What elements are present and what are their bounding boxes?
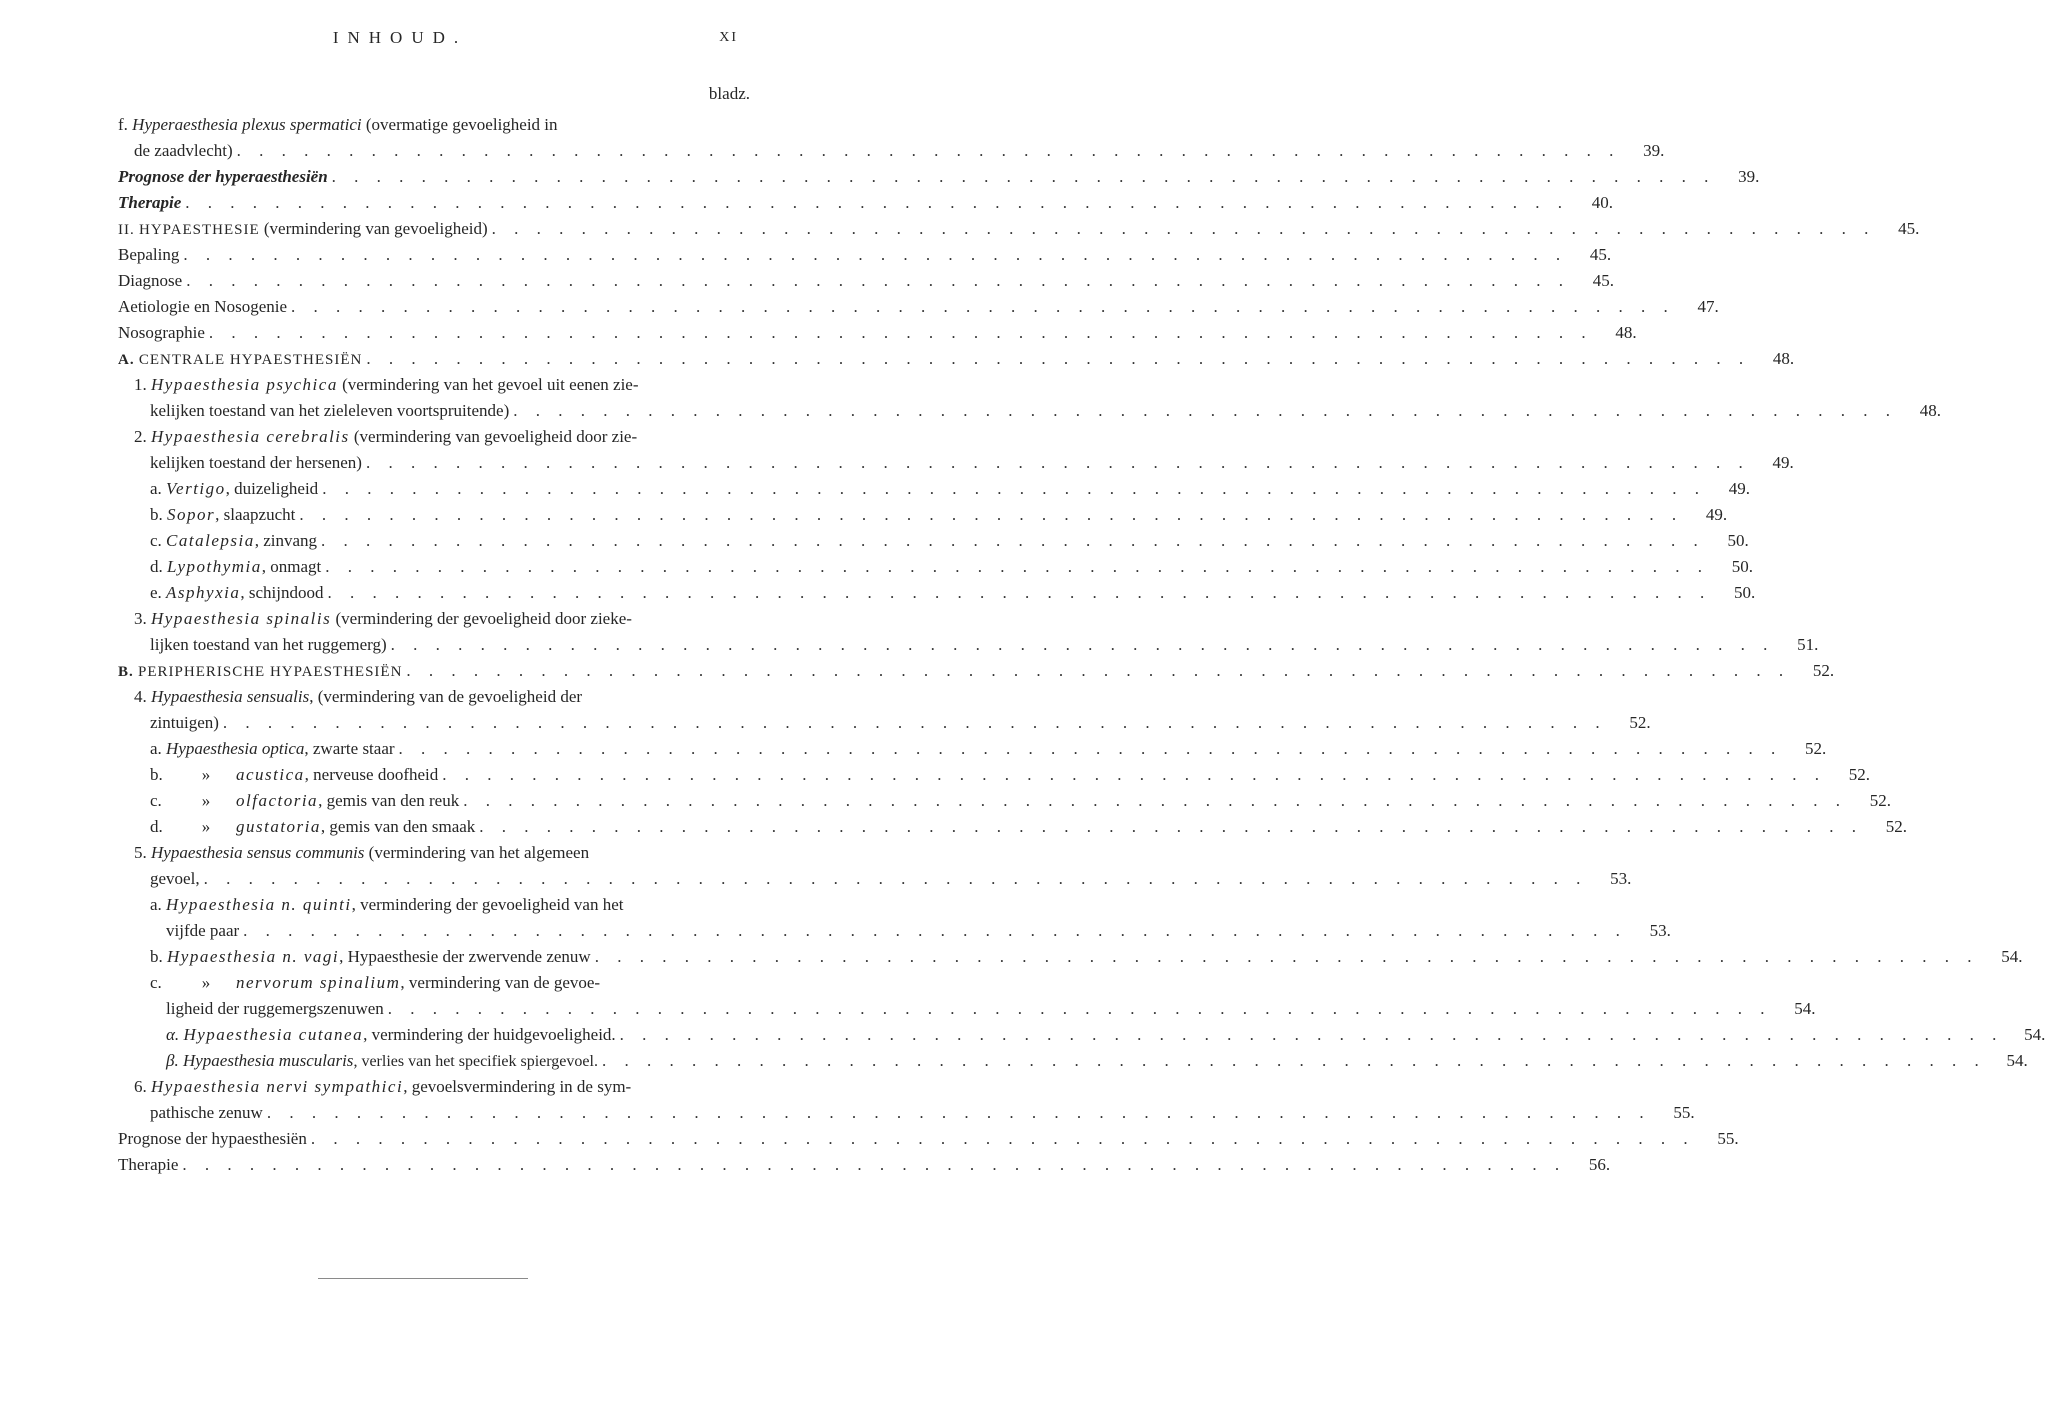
- entry-page: 45.: [1898, 219, 1920, 238]
- entry-title: Diagnose: [118, 271, 183, 290]
- toc-entry-4c: [150, 788, 1891, 814]
- entry-desc: , zwarte staar: [304, 739, 395, 758]
- toc-entry-4b: [150, 762, 1870, 788]
- entry-desc: (vermindering van gevoeligheid door zie-: [353, 427, 638, 446]
- entry-page: 52.: [1629, 713, 1651, 732]
- toc-entry-2-cont: [150, 450, 1794, 476]
- entry-prefix: d.: [150, 557, 163, 576]
- leader-dots: . . . . . . . . . . . . . . . . . . . . . . . . . . . . . . . . . . . . . . . . . . . . . . . . . . . . . . . . . . . . . .: [594, 947, 1979, 966]
- entry-title: Hypaesthesia n. quinti: [166, 895, 352, 914]
- entry-desc: , gemis van den smaak: [320, 817, 476, 836]
- entry-title: Hypaesthesia n. vagi: [167, 947, 340, 966]
- leader-dots: . . . . . . . . . . . . . . . . . . . . . . . . . . . . . . . . . . . . . . . . . . . . . . . . . . . . . . . . . . . . . .: [185, 193, 1570, 212]
- entry-desc: (vermindering van gevoeligheid): [263, 219, 488, 238]
- entry-title: Hypaesthesia spinalis: [151, 609, 332, 628]
- entry-page: 52.: [1812, 661, 1835, 680]
- leader-dots: . . . . . . . . . . . . . . . . . . . . . . . . . . . . . . . . . . . . . . . . . . . . . . . . . . . . . . . . . . . . . .: [601, 1051, 1986, 1070]
- ditto-mark: »: [201, 791, 211, 810]
- entry-title: Sopor: [167, 505, 216, 524]
- leader-dots: . . . . . . . . . . . . . . . . . . . . . . . . . . . . . . . . . . . . . . . . . . . . . . . . . . . . . . . . . . . . . .: [203, 869, 1588, 888]
- entry-prefix: II.: [118, 222, 135, 238]
- toc-entry-5a: [150, 892, 623, 918]
- entry-page: 48.: [1772, 349, 1795, 368]
- entry-prefix: a.: [150, 895, 162, 914]
- entry-title: Therapie: [118, 1155, 179, 1174]
- entry-title: acustica: [236, 765, 305, 784]
- entry-title: Lypothymia: [167, 557, 262, 576]
- ditto-mark: »: [201, 973, 211, 992]
- toc-entry-5-beta: [166, 1048, 2028, 1075]
- leader-dots: . . . . . . . . . . . . . . . . . . . . . . . . . . . . . . . . . . . . . . . . . . . . . . . . . . . . . . . . . . . . . .: [463, 791, 1847, 810]
- toc-entry-ii-hypaesthesie: [118, 216, 1920, 243]
- toc-entry-2e: [150, 580, 1756, 606]
- entry-page: 55.: [1673, 1103, 1695, 1122]
- entry-desc: (overmatige gevoeligheid in: [365, 115, 558, 134]
- entry-prefix: f.: [118, 115, 128, 134]
- toc-entry-1: [134, 372, 639, 398]
- toc-entry-prognose-hyperaesthesien: [118, 164, 1760, 190]
- toc-entry-2: [134, 424, 637, 450]
- entry-title: Hyperaesthesia plexus spermatici: [132, 115, 362, 134]
- leader-dots: . . . . . . . . . . . . . . . . . . . . . . . . . . . . . . . . . . . . . . . . . . . . . . . . . . . . . . . . . . . . . .: [299, 505, 1684, 524]
- toc-entry-therapie-1: [118, 190, 1614, 216]
- entry-title: Hypaesthesia cutanea: [183, 1025, 364, 1044]
- leader-dots: . . . . . . . . . . . . . . . . . . . . . . . . . . . . . . . . . . . . . . . . . . . . . . . . . . . . . . . . . . . . . .: [390, 635, 1775, 654]
- toc-entry-5c-cont: [166, 996, 1816, 1022]
- entry-page: 40.: [1591, 193, 1614, 212]
- entry-desc: , schijndood: [240, 583, 324, 602]
- toc-entry-5-cont: [150, 866, 1632, 892]
- toc-entry-6: [134, 1074, 631, 1100]
- entry-desc: , Hypaesthesie der zwervende zenuw: [339, 947, 591, 966]
- toc-entry-5a-cont: [166, 918, 1671, 944]
- leader-dots: . . . . . . . . . . . . . . . . . . . . . . . . . . . . . . . . . . . . . . . . . . . . . . . . . . . . . . . . . . . . . .: [208, 323, 1593, 342]
- closing-rule: [318, 1278, 528, 1279]
- entry-desc: , duizeligheid: [225, 479, 319, 498]
- toc-entry-3: [134, 606, 632, 632]
- toc-entry-6-cont: [150, 1100, 1695, 1126]
- leader-dots: . . . . . . . . . . . . . . . . . . . . . . . . . . . . . . . . . . . . . . . . . . . . . . . . . . . . . . . . . . . . . .: [513, 401, 1897, 420]
- toc-entry-f: [118, 112, 558, 138]
- leader-dots: . . . . . . . . . . . . . . . . . . . . . . . . . . . . . . . . . . . . . . . . . . . . . . . . . . . . . . . . . . . . . .: [491, 219, 1876, 238]
- leader-dots: . . . . . . . . . . . . . . . . . . . . . . . . . . . . . . . . . . . . . . . . . . . . . . . . . . . . . . . . . . . . . .: [186, 271, 1570, 290]
- toc-entry-4: [134, 684, 582, 710]
- toc-entry-1-cont: [150, 398, 1941, 424]
- leader-dots: . . . . . . . . . . . . . . . . . . . . . . . . . . . . . . . . . . . . . . . . . . . . . . . . . . . . . . . . . . . . . .: [243, 921, 1627, 940]
- entry-title: Hypaesthesia cerebralis: [151, 427, 350, 446]
- entry-prefix: b.: [150, 947, 163, 966]
- entry-prefix: b.: [150, 505, 163, 524]
- leader-dots: . . . . . . . . . . . . . . . . . . . . . . . . . . . . . . . . . . . . . . . . . . . . . . . . . . . . . . . . . . . . . .: [366, 349, 1751, 368]
- toc-entry-2b: [150, 502, 1728, 528]
- entry-page: 54.: [2024, 1025, 2045, 1044]
- entry-prefix: A.: [118, 352, 135, 368]
- toc-entry-5b: [150, 944, 2023, 970]
- leader-dots: . . . . . . . . . . . . . . . . . . . . . . . . . . . . . . . . . . . . . . . . . . . . . . . . . . . . . . . . . . . . . .: [266, 1103, 1651, 1122]
- entry-prefix: β.: [166, 1051, 179, 1070]
- entry-title: Prognose der hyperaesthesiën: [118, 167, 328, 186]
- toc-entry-centrale-hypaesthesien: [118, 346, 1795, 373]
- entry-title: olfactoria: [236, 791, 319, 810]
- leader-dots: . . . . . . . . . . . . . . . . . . . . . . . . . . . . . . . . . . . . . . . . . . . . . . . . . . . . . . . . . . . . . .: [325, 557, 1710, 576]
- entry-title: HYPAESTHESIE: [139, 222, 260, 238]
- entry-prefix: 6.: [134, 1077, 147, 1096]
- entry-prefix: d.: [150, 817, 163, 836]
- toc-entry-4d: [150, 814, 1908, 840]
- entry-page: 45.: [1592, 271, 1614, 290]
- entry-desc: (vermindering van het algemeen: [368, 843, 590, 862]
- page-number: XI: [719, 30, 738, 45]
- toc-entry-4-cont: [150, 710, 1651, 736]
- entry-prefix: 3.: [134, 609, 147, 628]
- entry-desc: , verlies van het specifiek spiergevoel.: [353, 1053, 598, 1070]
- entry-desc: (vermindering van het gevoel uit eenen zie-: [342, 375, 639, 394]
- entry-cont: pathische zenuw: [150, 1103, 263, 1122]
- entry-desc: , onmagt: [261, 557, 322, 576]
- leader-dots: . . . . . . . . . . . . . . . . . . . . . . . . . . . . . . . . . . . . . . . . . . . . . . . . . . . . . . . . . . . . . .: [331, 167, 1716, 186]
- entry-cont: zintuigen): [150, 713, 219, 732]
- entry-title: Hypaesthesia sensualis: [151, 687, 310, 706]
- leader-dots: . . . . . . . . . . . . . . . . . . . . . . . . . . . . . . . . . . . . . . . . . . . . . . . . . . . . . . . . . . . . . .: [222, 713, 1607, 732]
- entry-title: Vertigo: [166, 479, 226, 498]
- entry-page: 48.: [1919, 401, 1941, 420]
- entry-page: 49.: [1705, 505, 1728, 524]
- toc-entry-5c: [150, 970, 600, 996]
- entry-prefix: c.: [150, 973, 162, 992]
- entry-page: 54.: [2001, 947, 2023, 966]
- toc-entry-5: [134, 840, 589, 866]
- ditto-mark: »: [201, 765, 211, 784]
- entry-desc: (vermindering der gevoeligheid door zieke-: [335, 609, 632, 628]
- entry-desc: , vermindering der gevoeligheid van het: [351, 895, 624, 914]
- leader-dots: . . . . . . . . . . . . . . . . . . . . . . . . . . . . . . . . . . . . . . . . . . . . . . . . . . . . . . . . . . . . . .: [398, 739, 1783, 758]
- leader-dots: . . . . . . . . . . . . . . . . . . . . . . . . . . . . . . . . . . . . . . . . . . . . . . . . . . . . . . . . . . . . . .: [291, 297, 1675, 316]
- entry-page: 39.: [1643, 141, 1665, 160]
- entry-title: Hypaesthesia psychica: [151, 375, 338, 394]
- toc-entry-2c: [150, 528, 1749, 554]
- entry-desc: , gevoelsvermindering in de sym-: [403, 1077, 632, 1096]
- entry-title: CENTRALE HYPAESTHESIËN: [138, 352, 363, 368]
- leader-dots: . . . . . . . . . . . . . . . . . . . . . . . . . . . . . . . . . . . . . . . . . . . . . . . . . . . . . . . . . . . . . .: [365, 453, 1750, 472]
- entry-desc: , vermindering van de gevoe-: [400, 973, 601, 992]
- entry-prefix: a.: [150, 479, 162, 498]
- entry-page: 45.: [1589, 245, 1612, 264]
- leader-dots: . . . . . . . . . . . . . . . . . . . . . . . . . . . . . . . . . . . . . . . . . . . . . . . . . . . . . . . . . . . . . .: [406, 661, 1791, 680]
- toc-entry-therapie-2: [118, 1152, 1611, 1178]
- entry-page: 49.: [1728, 479, 1750, 498]
- entry-desc: , slaapzucht: [215, 505, 296, 524]
- entry-title: PERIPHERISCHE HYPAESTHESIËN: [138, 664, 403, 680]
- entry-title: Hypaesthesia optica: [166, 739, 305, 758]
- entry-page: 54.: [2006, 1051, 2028, 1070]
- entry-page: 54.: [1794, 999, 1816, 1018]
- entry-prefix: c.: [150, 791, 162, 810]
- entry-desc: , nerveuse doofheid: [304, 765, 439, 784]
- entry-page: 53.: [1649, 921, 1671, 940]
- entry-page: 39.: [1738, 167, 1760, 186]
- leader-dots: . . . . . . . . . . . . . . . . . . . . . . . . . . . . . . . . . . . . . . . . . . . . . . . . . . . . . . . . . . . . . .: [310, 1129, 1695, 1148]
- entry-page: 53.: [1610, 869, 1632, 888]
- entry-prefix: 4.: [134, 687, 147, 706]
- entry-cont: kelijken toestand der hersenen): [150, 453, 362, 472]
- running-header-title: INHOUD.: [332, 28, 468, 47]
- entry-title: Hypaesthesia sensus communis: [151, 843, 365, 862]
- ditto-mark: »: [201, 817, 211, 836]
- entry-page: 50.: [1727, 531, 1749, 550]
- toc-entry-2a: [150, 476, 1750, 502]
- toc-entry-f-cont: [134, 138, 1665, 164]
- leader-dots: . . . . . . . . . . . . . . . . . . . . . . . . . . . . . . . . . . . . . . . . . . . . . . . . . . . . . . . . . . . . . .: [182, 1155, 1567, 1174]
- entry-cont: kelijken toestand van het zieleleven voortspruitende): [150, 401, 510, 420]
- entry-page: 48.: [1615, 323, 1637, 342]
- toc-entry-5-alpha: [166, 1022, 2045, 1048]
- entry-title: Hypaesthesia muscularis: [182, 1051, 354, 1070]
- entry-prefix: c.: [150, 531, 162, 550]
- entry-desc: , (vermindering van de gevoeligheid der: [309, 687, 583, 706]
- toc-entry-diagnose: [118, 268, 1614, 294]
- leader-dots: . . . . . . . . . . . . . . . . . . . . . . . . . . . . . . . . . . . . . . . . . . . . . . . . . . . . . . . . . . . . . .: [183, 245, 1568, 264]
- entry-page: 49.: [1772, 453, 1794, 472]
- entry-title: Asphyxia: [166, 583, 241, 602]
- entry-desc: , zinvang: [254, 531, 318, 550]
- toc-entry-prognose-hypaesthesien: [118, 1126, 1739, 1152]
- entry-page: 50.: [1733, 583, 1756, 602]
- entry-page: 52.: [1885, 817, 1908, 836]
- entry-cont: de zaadvlecht): [134, 141, 233, 160]
- entry-title: gustatoria: [236, 817, 321, 836]
- entry-prefix: a.: [150, 739, 162, 758]
- entry-prefix: B.: [118, 664, 134, 680]
- entry-page: 50.: [1731, 557, 1754, 576]
- entry-page: 51.: [1797, 635, 1819, 654]
- entry-title: Bepaling: [118, 245, 180, 264]
- entry-page: 56.: [1588, 1155, 1611, 1174]
- entry-title: Aetiologie en Nosogenie: [118, 297, 288, 316]
- entry-page: 52.: [1848, 765, 1870, 784]
- entry-title: Catalepsia: [166, 531, 255, 550]
- entry-prefix: 1.: [134, 375, 147, 394]
- toc-entry-4a: [150, 736, 1827, 762]
- entry-cont: lijken toestand van het ruggemerg): [150, 635, 387, 654]
- entry-title: Therapie: [118, 193, 182, 212]
- entry-prefix: b.: [150, 765, 163, 784]
- page-column-label: bladz.: [708, 84, 750, 103]
- entry-desc: , vermindering der huidgevoeligheid.: [363, 1025, 616, 1044]
- entry-prefix: α.: [166, 1025, 180, 1044]
- entry-title: Hypaesthesia nervi sympathici: [151, 1077, 404, 1096]
- entry-prefix: 5.: [134, 843, 147, 862]
- entry-cont: gevoel,: [150, 869, 200, 888]
- entry-page: 52.: [1869, 791, 1891, 810]
- entry-title: Nosographie: [118, 323, 205, 342]
- entry-page: 47.: [1697, 297, 1719, 316]
- leader-dots: . . . . . . . . . . . . . . . . . . . . . . . . . . . . . . . . . . . . . . . . . . . . . . . . . . . . . . . . . . . . . .: [387, 999, 1772, 1018]
- leader-dots: . . . . . . . . . . . . . . . . . . . . . . . . . . . . . . . . . . . . . . . . . . . . . . . . . . . . . . . . . . . . . .: [322, 479, 1706, 498]
- leader-dots: . . . . . . . . . . . . . . . . . . . . . . . . . . . . . . . . . . . . . . . . . . . . . . . . . . . . . . . . . . . . . .: [479, 817, 1864, 836]
- toc-entry-bepaling: [118, 242, 1612, 268]
- entry-title: Prognose der hypaesthesiën: [118, 1129, 307, 1148]
- entry-cont: ligheid der ruggemergszenuwen: [166, 999, 384, 1018]
- leader-dots: . . . . . . . . . . . . . . . . . . . . . . . . . . . . . . . . . . . . . . . . . . . . . . . . . . . . . . . . . . . . . .: [619, 1025, 2004, 1044]
- entry-page: 55.: [1717, 1129, 1739, 1148]
- leader-dots: . . . . . . . . . . . . . . . . . . . . . . . . . . . . . . . . . . . . . . . . . . . . . . . . . . . . . . . . . . . . . .: [442, 765, 1826, 784]
- toc-entry-nosographie: [118, 320, 1637, 346]
- toc-entry-2d: [150, 554, 1754, 580]
- entry-prefix: e.: [150, 583, 162, 602]
- leader-dots: . . . . . . . . . . . . . . . . . . . . . . . . . . . . . . . . . . . . . . . . . . . . . . . . . . . . . . . . . . . . . .: [321, 531, 1705, 550]
- toc-entry-aetiologie: [118, 294, 1719, 320]
- entry-desc: , gemis van den reuk: [318, 791, 460, 810]
- toc-entry-3-cont: [150, 632, 1819, 658]
- toc-entry-peripherische-hypaesthesien: [118, 658, 1835, 685]
- entry-prefix: 2.: [134, 427, 147, 446]
- entry-cont: vijfde paar: [166, 921, 240, 940]
- leader-dots: . . . . . . . . . . . . . . . . . . . . . . . . . . . . . . . . . . . . . . . . . . . . . . . . . . . . . . . . . . . . . .: [327, 583, 1712, 602]
- entry-page: 52.: [1805, 739, 1827, 758]
- leader-dots: . . . . . . . . . . . . . . . . . . . . . . . . . . . . . . . . . . . . . . . . . . . . . . . . . . . . . . . . . . . . . .: [236, 141, 1621, 160]
- entry-title: nervorum spinalium: [236, 973, 401, 992]
